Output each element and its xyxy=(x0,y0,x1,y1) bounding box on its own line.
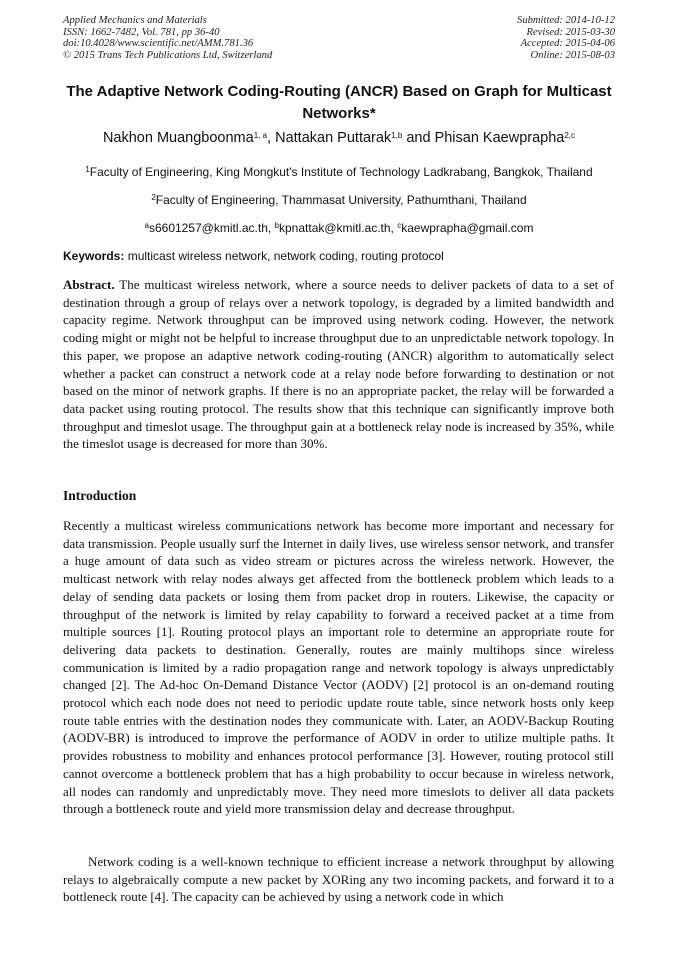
journal-header xyxy=(63,15,272,61)
affiliation-text: Faculty of Engineering, Thammasat University, Pathumthani, Thailand xyxy=(155,193,527,207)
email-sup: c xyxy=(397,221,402,230)
issn-line: ISSN: 1662-7482, Vol. 781, pp 36-40 xyxy=(63,26,220,38)
email-sup: a xyxy=(144,221,149,230)
affiliation-sup: 1 xyxy=(85,165,90,174)
paper-title: The Adaptive Network Coding-Routing (ANCR) Based on Graph for Multicast Networks* xyxy=(66,83,612,122)
author-separator: and xyxy=(402,130,435,146)
intro-paragraph-1: Recently a multicast wireless communications network has become more important and necessary for data transmission. People usually surf the Internet in daily lives, use wireless sensor network, and transfer a huge amount of data such as video stream or pictures across the wireless network. However, the multicast network with relay nodes always get affected from the bottleneck problem which leads to a delay of sending data packets or losing them from packet drop in routers. Likewise, the capacity or throughput of the network is limited by relay capability to forward a received packet at a time from multiple sources [1]. Routing protocol plays an important role to determine an appropriate route for delivering data packets to destination. Generally, routes are mainly multihops since wireless communication is limited by a radio propagation range and network topology is always unpredictably changed [2]. The Ad-hoc On-Demand Distance Vector (AODV) [2] protocol is an on-demand routing protocol which each node does not need to periodic update route table, since network hosts only keep route table entries with the destination nodes they communicate with. Later, an AODV-Backup Routing (AODV-BR) is introduced to improve the performance of AODV in order to utilize multiple paths. It provides robustness to mobility and enhances protocol performance [3]. However, routing protocol still cannot overcome a bottleneck problem that has a high probability to occur because in wireless network, all nodes can randomly and unpredictably move. They need more timeslots to deliver all data packets through a bottleneck route and yield more transmission delay and decrease throughput. xyxy=(63,518,614,817)
revised-date: Revised: 2015-03-30 xyxy=(526,26,615,38)
intro-paragraph-2: Network coding is a well-known technique to efficient increase a network throughput by allowing relays to algebraically compute a new packet by XORing any two incoming packets, and forward it to a bottleneck route [4]. The capacity can be achieved by using a network code in which xyxy=(63,854,614,905)
author-list xyxy=(40,128,638,148)
author-separator: , xyxy=(267,130,276,146)
author-sup: 1,b xyxy=(391,131,403,140)
accepted-date: Accepted: 2015-04-06 xyxy=(520,38,615,50)
section-heading-introduction: Introduction xyxy=(63,488,137,503)
abstract-paragraph xyxy=(63,276,614,453)
journal-name: Applied Mechanics and Materials xyxy=(63,15,207,26)
keywords-text: multicast wireless network, network coding, routing protocol xyxy=(124,249,444,263)
author-name: Nakhon Muangboonma xyxy=(102,130,254,146)
author-name: Nattakan Puttarak xyxy=(275,130,392,146)
copyright-line: © 2015 Trans Tech Publications Ltd, Switzerland xyxy=(63,49,273,61)
dates-header xyxy=(517,15,615,61)
email-address: kpnattak@kmitl.ac.th, xyxy=(279,221,398,235)
author-sup: 2,c xyxy=(564,131,576,140)
author-sup: 1, a xyxy=(253,131,268,140)
online-date: Online: 2015-08-03 xyxy=(530,49,615,61)
abstract-text: The multicast wireless network, where a source needs to deliver packets of data to a set of destination through a group of relays over a network topology, is degraded by a limited bandwidth and capacity regime. Network throughput can be improved using network coding. However, the network coding might or might not be helpful to increase throughput due to an unpredictable network topology. In this paper, we propose an adaptive network coding-routing (ANCR) algorithm to automatically select whether a packet can construct a network code at a relay node before forwarding to destination or not based on the minor of network graphs. If there is no an appropriate packet, the relay will be forwarded a data packet using routing protocol. The results show that this technique can significantly improve both throughput and timeslot usage. The throughput gain at a bottleneck relay node is increased by 35%, while the timeslot usage is decreased for more than 30%. xyxy=(63,277,614,452)
email-list xyxy=(40,220,638,236)
author-name: Phisan Kaewprapha xyxy=(434,130,565,146)
email-sup: b xyxy=(274,221,279,230)
abstract-label: Abstract. xyxy=(63,277,115,292)
doi-line: doi:10.4028/www.scientific.net/AMM.781.36 xyxy=(63,38,254,50)
affiliation-text: Faculty of Engineering, King Mongkut's Institute of Technology Ladkrabang, Bangkok, Thailand xyxy=(89,165,593,179)
affiliation-sup: 2 xyxy=(151,193,156,202)
submitted-date: Submitted: 2014-10-12 xyxy=(517,15,615,26)
affiliation-1 xyxy=(40,164,638,180)
keywords-line xyxy=(63,248,615,264)
keywords-label: Keywords: xyxy=(63,249,125,263)
email-address: s6601257@kmitl.ac.th, xyxy=(148,221,275,235)
affiliation-2 xyxy=(40,192,638,208)
email-address: kaewprapha@gmail.com xyxy=(401,221,534,235)
